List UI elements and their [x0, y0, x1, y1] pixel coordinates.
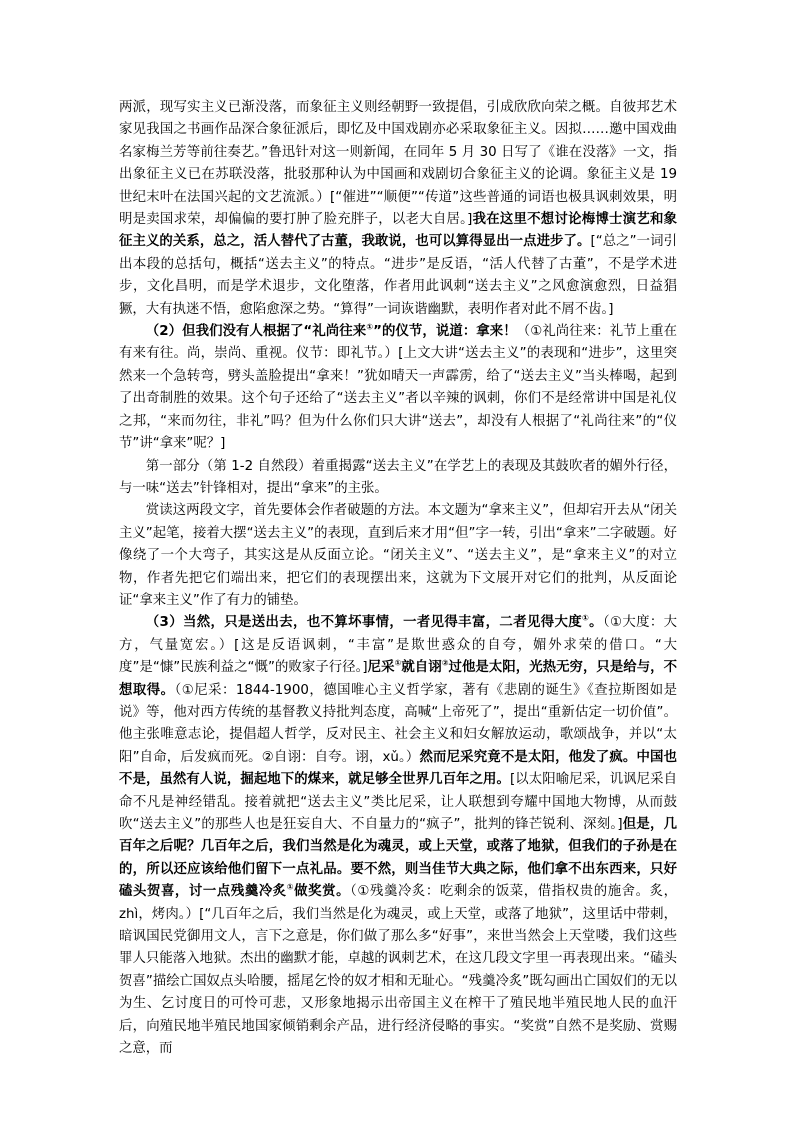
paragraph-5 — [119, 612, 677, 1060]
bold-run: 。 — [589, 615, 603, 631]
footnote-marker: ① — [394, 658, 402, 668]
bold-run: 我在这里不想讨论梅博士演艺和象征主义的关系，总之，活人替代了古董，我敢说，也可以算得显出一点进步了。 — [119, 212, 677, 250]
bold-run: 然而尼采究竟不是太阳，他发了疯。中国也不是，虽然有人说，掘起地下的煤来，就足够全世界几百年之用。 — [119, 749, 677, 788]
paragraph-4: 赏读这两段文字，首先要体会作者破题的方法。本文题为“拿来主义”，但却宕开去从“闭关主义”起笔，接着大摆“送去主义”的表现，直到后来才用“但”字一转，引出“拿来”二字破题。好像绕了一个大弯子，其实这是从反面立论。“闭关主义”、“送去主义”，是“拿来主义”的对立物，作者先把它们端出来，把它们的表现摆出来，这就为下文展开对它们的批判，从反面论证“拿来主义”作了有力的铺垫。 — [119, 503, 677, 608]
paragraph-3: 第一部分（第 1-2 自然段）着重揭露“送去主义”在学艺上的表现及其鼓吹者的媚外行径，与一味“送去”针锋相对，提出“拿来”的主张。 — [119, 458, 677, 496]
paragraph-1 — [119, 97, 677, 321]
text-run: （①礼尚往来：礼节上重在有来有往。尚，崇尚、重视。仪节：即礼节。）[上文大讲“送去主义”的表现和“进步”，这里突然来一个急转弯，劈头盖脸提出“拿来！”犹如晴天一声霹雳，给了“送去主义”当头棒喝，起到了出奇制胜的效果。这个句子还给了“送去主义”者以辛辣的讽刺，你们不是经常讲中国是礼仪之邦，“来而勿往，非礼”吗？但为什么你们只大讲“送去”，却没有人根据了“礼尚往来”的“仪节”讲“拿来”呢？] — [119, 324, 677, 452]
text-run: （①尼采：1844-1900，德国唯心主义哲学家，著有《悲剧的诞生》《查拉斯图如是说》等，他对西方传统的基督教义持批判态度，高喊“上帝死了”，提出“重新估定一切价值”。他主张唯意志论，提倡超人哲学，反对民主、社会主义和妇女解放运动，歌颂战争，并以“太阳”自命，后发疯而死。②自诩：自夸。诩，xǔ。） — [119, 682, 678, 765]
bold-run: 过他是太阳，光热无穷，只是给与，不想取得。 — [119, 660, 678, 698]
text-run: 两派，现写实主义已渐没落，而象征主义则经朝野一致提倡，引成欣欣向荣之概。自彼邦艺术家见我国之书画作品深合象征派后，即忆及中国戏剧亦必采取象征主义。因拟……邀中国戏曲名家梅兰芳等前往奏艺。”鲁迅针对这一则新闻，在同年 5 月 30 日写了《谁在没落》一文，指出象征主义已在苏联没落，批驳那种认为中国画和戏剧切合象征主义的论调。象征主义是 19 世纪末叶在法国兴起的文艺流派。）[“催进”“顺便”“传道”这些普通的词语也极具讽刺效果，明明是卖国求荣，却偏偏的要打肿了脸充胖子，以老大自居。] — [119, 100, 677, 228]
paragraph-2 — [119, 321, 677, 455]
bold-run: ”的仪节，说道：拿来！ — [373, 324, 517, 340]
bold-run: 但是，几百年之后呢？几百年之后，我们当然是化为魂灵，或上天堂，或落了地狱，但我们的子孙是在的，所以还应该给他们留下一点礼品。要不然，则当佳节大典之际，他们拿不出东西来，只好磕头贺喜，讨一点残羹冷炙 — [119, 817, 677, 900]
text-run: （①残羹冷炙：吃剩余的饭菜，借指权贵的施舍。炙，zhì，烤肉。）[“几百年之后，我们当然是化为魂灵，或上天堂，或落了地狱”，这里话中带刺，暗讽国民党御用文人，言下之意是，你们做了那么多“好事”，来世当然会上天堂喽，我们这些罪人只能落入地狱。杰出的幽默才能，卓越的讽刺艺术，在这几段文字里一再表现出来。“磕头贺喜”描绘亡国奴点头哈腰，摇尾乞怜的奴才相和无耻心。“残羹冷炙”既勾画出亡国奴们的无以为生、乞讨度日的可怜可悲，又形象地揭示出帝国主义在榨干了殖民地半殖民地人民的血汗后，向殖民地半殖民地国家倾销剩余产品，进行经济侵略的事实。“奖赏”自然不是奖励、赏赐之意，而 — [119, 884, 678, 1057]
footnote-marker: ② — [441, 658, 449, 668]
footnote-marker: ① — [286, 882, 295, 892]
document-page — [119, 97, 677, 1060]
bold-run: 尼采 — [367, 660, 395, 676]
bold-run: （2）但我们没有人根据了“礼尚往来 — [145, 324, 367, 340]
text-run: [“总之”一词引出本段的总括句，概括“送去主义”的特点。“进步”是反语，“活人代替了古董”，不是学术进步，文化昌明，而是学术退步，文化堕落，作者用此讽刺“送去主义”之风愈演愈烈，日益猖獗，大有执迷不悟，愈陷愈深之势。“算得”一词诙谐幽默，表明作者对此不屑不齿。] — [119, 234, 677, 317]
text-run: （①大度：大方，气量宽宏。）[这是反语讽刺，“丰富”是欺世惑众的自夸，媚外求荣的借口。“大度”是“慷”民族利益之“慨”的败家子行径。] — [119, 615, 678, 676]
text-run: [以太阳喻尼采，讥讽尼采自命不凡是神经错乱。接着就把“送去主义”类比尼采，让人联想到夸耀中国地大物博，从而鼓吹“送去主义”的那些人也是狂妄自大、不自量力的“疯子”，批判的锋芒锐利、深刻。] — [119, 772, 677, 832]
bold-run: 做奖赏。 — [294, 884, 351, 900]
footnote-marker: ① — [581, 613, 590, 623]
bold-run: （3）当然，只是送出去，也不算坏事情，一者见得丰富，二者见得大度 — [145, 615, 582, 631]
footnote-marker: ① — [366, 322, 374, 332]
bold-run: 就自诩 — [401, 660, 442, 676]
